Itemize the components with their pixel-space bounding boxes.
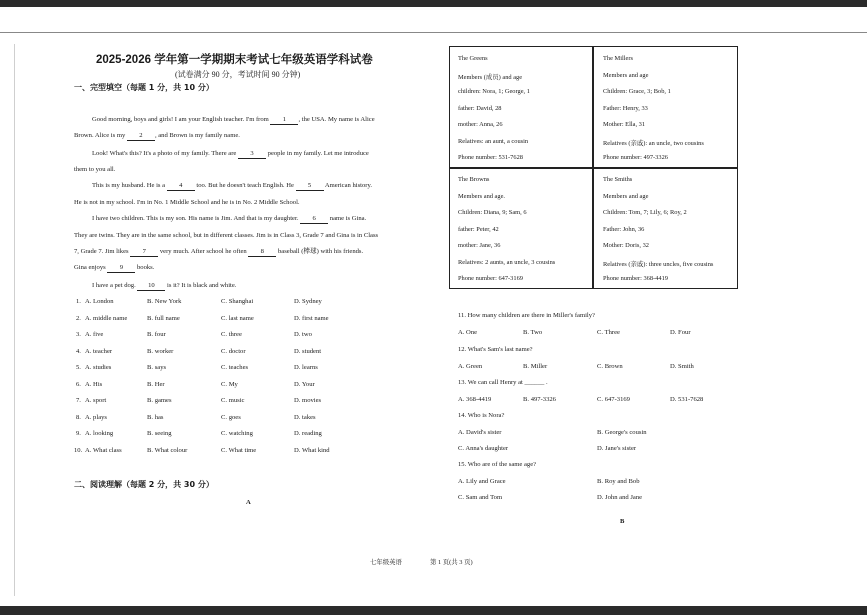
- question-number: 1.: [76, 298, 81, 305]
- family-card-millers: [603, 55, 704, 171]
- passage-text: American history.: [323, 182, 373, 189]
- blank-9: 9: [107, 265, 135, 273]
- option-b[interactable]: B. seeing: [147, 430, 172, 437]
- passage-a-label: A: [246, 499, 251, 506]
- option-a[interactable]: A. London: [85, 298, 114, 305]
- answer-option[interactable]: A. Lily and Grace: [458, 477, 506, 485]
- family-line: Phone number: 497-3326: [603, 154, 668, 161]
- option-d[interactable]: D. Sydney: [294, 298, 322, 305]
- option-d[interactable]: D. first name: [294, 314, 329, 322]
- option-b[interactable]: B. Her: [147, 380, 165, 388]
- option-c[interactable]: C. My: [221, 380, 238, 388]
- option-b[interactable]: B. New York: [147, 298, 182, 305]
- passage-line: [92, 283, 236, 291]
- option-b[interactable]: B. What colour: [147, 446, 188, 454]
- answer-option[interactable]: D. Smith: [670, 362, 694, 370]
- family-line: Father: John, 36: [603, 225, 645, 233]
- family-line: Children: Grace, 3; Bob, 1: [603, 88, 671, 95]
- passage-line: [74, 200, 300, 207]
- family-info-table: [449, 46, 738, 289]
- passage-line: [92, 183, 372, 191]
- answer-option[interactable]: C. Three: [597, 328, 620, 336]
- answer-option[interactable]: C. Sam and Tom: [458, 494, 503, 501]
- question-stem: 11. How many children are there in Miller's family?: [458, 312, 595, 319]
- question-number: 4.: [76, 347, 81, 355]
- exam-subtitle: (试卷满分 90 分，考试时间 90 分钟): [175, 70, 301, 79]
- passage-line: [74, 233, 378, 240]
- answer-option[interactable]: A. 368-4419: [458, 395, 492, 403]
- passage-line: [74, 133, 240, 141]
- passage-text: Good morning, boys and girls! I am your English teacher. I'm from: [92, 116, 271, 123]
- blank-1: 1: [270, 117, 298, 125]
- family-line: Relatives: an aunt, a cousin: [458, 137, 529, 145]
- passage-text: This is my husband. He is a: [92, 182, 167, 189]
- answer-option[interactable]: D. Jane's sister: [597, 445, 637, 452]
- passage-text: I have two children. This is my son. His name is Jim. And that is my daughter.: [92, 215, 301, 222]
- question-number: 8.: [76, 413, 81, 421]
- answer-option[interactable]: D. John and Jane: [597, 494, 643, 501]
- option-c[interactable]: C. teaches: [221, 364, 249, 371]
- option-c[interactable]: C. watching: [221, 430, 253, 437]
- option-a[interactable]: A. middle name: [85, 314, 128, 322]
- scan-top-border: [0, 0, 867, 7]
- option-b[interactable]: B. four: [147, 331, 166, 338]
- question-number: 2.: [76, 314, 81, 322]
- family-line: Members (成员) and age: [458, 73, 523, 81]
- blank-8: 8: [248, 249, 276, 257]
- question-stem: 12. What's Sam's last name?: [458, 346, 533, 353]
- option-a[interactable]: A. looking: [85, 430, 114, 437]
- passage-line: [92, 216, 366, 224]
- option-d[interactable]: D. movies: [294, 397, 322, 404]
- passage-line: [92, 151, 369, 159]
- question-number: 5.: [76, 364, 81, 371]
- passage-text: very much. After school he often: [158, 248, 249, 255]
- family-line: Children: Tom, 7; Lily, 6; Roy, 2: [603, 209, 687, 216]
- option-c[interactable]: C. music: [221, 397, 245, 404]
- blank-10: 10: [137, 283, 165, 291]
- passage-text: He is not in my school. I'm in No. 1 Middle School and he is in No. 2 Middle School.: [74, 199, 300, 206]
- option-a[interactable]: A. five: [85, 331, 104, 338]
- option-d[interactable]: D. learns: [294, 364, 318, 371]
- family-line: The Browns: [458, 176, 490, 183]
- question-number: 7.: [76, 397, 81, 404]
- answer-option[interactable]: B. Two: [523, 328, 543, 336]
- answer-option[interactable]: C. Brown: [597, 362, 623, 370]
- passage-text: Gina enjoys: [74, 264, 108, 271]
- answer-option[interactable]: B. Miller: [523, 362, 548, 370]
- answer-option[interactable]: A. One: [458, 328, 478, 336]
- family-line: Members and age: [603, 71, 649, 79]
- answer-option[interactable]: C. Anna's daughter: [458, 445, 509, 452]
- family-line: Mother: Doris, 32: [603, 242, 649, 249]
- family-line: The Greens: [458, 55, 488, 62]
- passage-line: [74, 265, 154, 273]
- family-card-browns: [458, 176, 555, 292]
- family-line: The Millers: [603, 55, 633, 62]
- passage-text: I have a pet dog.: [92, 282, 138, 289]
- family-line: children: Nora, 1; George, 1: [458, 88, 530, 95]
- option-c[interactable]: C. last name: [221, 314, 254, 322]
- passage-text: people in my family. Let me introduce: [266, 150, 369, 157]
- family-line: Mother: Ella, 31: [603, 121, 646, 128]
- option-a[interactable]: A. sport: [85, 397, 107, 404]
- passage-text: , and Brown is my family name.: [154, 132, 240, 139]
- answer-option[interactable]: C. 647-3169: [597, 395, 630, 403]
- option-b[interactable]: B. has: [147, 413, 164, 421]
- family-line: Relatives (亲戚): an uncle, two cousins: [603, 139, 704, 147]
- family-line: Relatives (亲戚): three uncles, five cousins: [603, 260, 714, 268]
- passage-text: They are twins. They are in the same school, but in different classes. Jim is in Class 3, Grade 7 and Gina is in Class: [74, 232, 379, 239]
- passage-text: is it? It is black and white.: [165, 282, 237, 289]
- scan-top-line: [0, 32, 867, 33]
- family-line: Children: Diana, 9; Sam, 6: [458, 209, 527, 216]
- section2-heading: 二、阅读理解（每题 2 分，共 30 分）: [74, 480, 214, 489]
- answer-option[interactable]: A. Green: [458, 362, 483, 370]
- answer-option[interactable]: B. Roy and Bob: [597, 477, 640, 485]
- question-number: 6.: [76, 380, 81, 388]
- blank-6: 6: [300, 216, 328, 224]
- blank-4: 4: [167, 183, 195, 191]
- family-line: Members and age.: [458, 192, 506, 200]
- option-d[interactable]: D. two: [294, 331, 312, 338]
- answer-option[interactable]: D. Four: [670, 328, 691, 336]
- question-stem: 13. We can call Henry at ______ .: [458, 379, 548, 386]
- question-number: 10.: [74, 446, 83, 454]
- family-line: mother: Jane, 36: [458, 242, 501, 249]
- passage-text: baseball (棒球) with his friends.: [276, 248, 364, 255]
- option-d[interactable]: D. What kind: [294, 446, 330, 454]
- option-c[interactable]: C. What time: [221, 446, 257, 454]
- option-b[interactable]: B. full name: [147, 314, 180, 322]
- question-stem: 15. Who are of the same age?: [458, 461, 537, 468]
- option-d[interactable]: D. reading: [294, 430, 322, 437]
- option-d[interactable]: D. Your: [294, 380, 315, 388]
- family-line: father: Peter, 42: [458, 225, 499, 233]
- section1-heading: 一、完型填空（每题 1 分，共 10 分）: [74, 83, 214, 92]
- option-a[interactable]: A. studies: [85, 364, 112, 371]
- option-d[interactable]: D. student: [294, 347, 322, 355]
- blank-3: 3: [238, 151, 266, 159]
- question-number: 3.: [76, 331, 81, 338]
- option-a[interactable]: A. plays: [85, 413, 107, 421]
- blank-7: 7: [130, 249, 158, 257]
- family-line: Father: Henry, 33: [603, 104, 648, 112]
- passage-line: [74, 249, 363, 257]
- option-c[interactable]: C. Shanghai: [221, 298, 254, 305]
- family-line: The Smiths: [603, 176, 633, 183]
- answer-option[interactable]: D. 531-7628: [670, 395, 704, 403]
- option-b[interactable]: B. games: [147, 397, 172, 404]
- family-line: Relatives: 2 aunts, an uncle, 3 cousins: [458, 258, 556, 266]
- passage-text: 7, Grade 7. Jim likes: [74, 248, 131, 255]
- family-line: Phone number: 368-4419: [603, 275, 668, 282]
- family-line: Phone number: 531-7628: [458, 154, 523, 161]
- family-line: Members and age: [603, 192, 649, 200]
- question-stem: 14. Who is Nora?: [458, 412, 505, 419]
- answer-option[interactable]: B. George's cousin: [597, 428, 647, 436]
- answer-option[interactable]: B. 497-3326: [523, 395, 556, 403]
- passage-line: [92, 117, 375, 125]
- option-d[interactable]: D. takes: [294, 413, 316, 421]
- passage-text: name is Gina.: [328, 215, 367, 222]
- passage-text: books.: [135, 264, 155, 271]
- blank-5: 5: [296, 183, 324, 191]
- option-b[interactable]: B. worker: [147, 347, 174, 355]
- option-c[interactable]: C. goes: [221, 413, 241, 421]
- question-number: 9.: [76, 430, 81, 437]
- passage-text: , the USA. My name is Alice: [298, 116, 375, 123]
- blank-2: 2: [127, 133, 155, 141]
- passage-line: [74, 167, 115, 174]
- passage-text: them to you all.: [74, 166, 116, 173]
- footer-page: 第 1 页(共 3 页): [430, 559, 473, 566]
- option-c[interactable]: C. doctor: [221, 347, 246, 355]
- family-line: father: David, 28: [458, 104, 502, 112]
- family-line: mother: Anna, 26: [458, 121, 503, 128]
- passage-text: Look! What's this? It's a photo of my family. There are: [92, 150, 238, 157]
- option-a[interactable]: A. His: [85, 380, 103, 388]
- passage-b-label: B: [620, 518, 625, 525]
- option-a[interactable]: A. teacher: [85, 347, 113, 355]
- option-a[interactable]: A. What class: [85, 446, 122, 454]
- family-line: Phone number: 647-3169: [458, 275, 523, 282]
- passage-text: too. But he doesn't teach English. He: [194, 182, 296, 189]
- option-c[interactable]: C. three: [221, 331, 242, 338]
- footer-subject: 七年级英语: [370, 559, 402, 566]
- passage-text: Brown. Alice is my: [74, 132, 127, 139]
- exam-title: 2025-2026 学年第一学期期末考试七年级英语学科试卷: [96, 54, 373, 66]
- answer-option[interactable]: A. David's sister: [458, 428, 502, 436]
- family-card-greens: [458, 55, 530, 171]
- option-b[interactable]: B. says: [147, 364, 167, 371]
- family-card-smiths: [603, 176, 713, 292]
- scan-bottom-border: [0, 606, 867, 615]
